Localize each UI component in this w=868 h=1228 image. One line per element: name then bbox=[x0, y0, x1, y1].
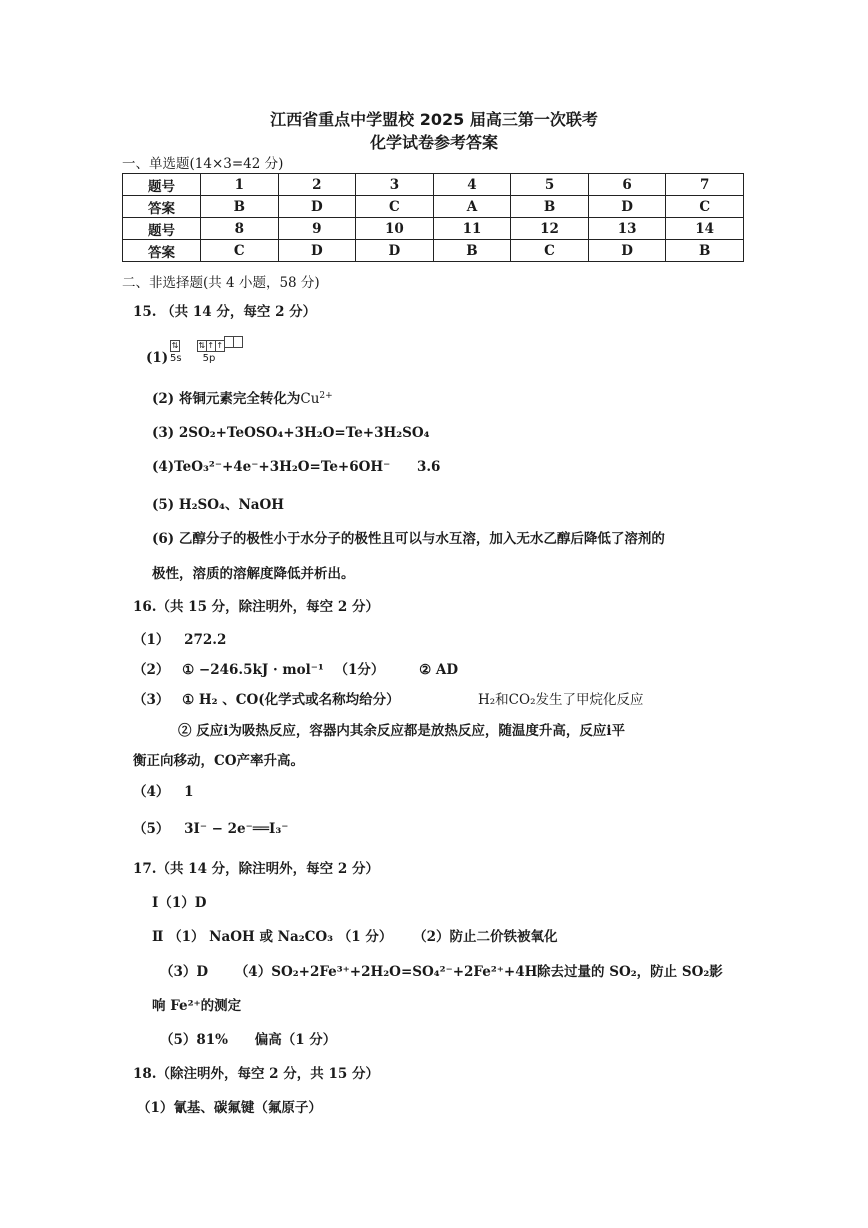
table-row bbox=[123, 196, 744, 218]
table-cell: 11 bbox=[433, 218, 511, 240]
table-cell: B bbox=[511, 196, 589, 218]
q16-part3-reason: H₂和CO₂发生了甲烷化反应 bbox=[478, 692, 644, 708]
table-cell: 8 bbox=[201, 218, 279, 240]
table-row bbox=[123, 240, 744, 262]
q15-part2: (2) 将铜元素完全转化为$Cu^{2+}$ bbox=[152, 391, 333, 407]
table-cell: 6 bbox=[588, 174, 666, 196]
section-heading-non-choice: 二、非选择题(共 4 小题，58 分) bbox=[122, 275, 320, 291]
table-cell: B bbox=[433, 240, 511, 262]
table-cell: D bbox=[278, 196, 356, 218]
q16-part4: （4） 1 bbox=[133, 784, 194, 800]
table-cell: 12 bbox=[511, 218, 589, 240]
table-cell: 1 bbox=[201, 174, 279, 196]
q17-part1: Ⅰ（1）D bbox=[152, 895, 207, 911]
table-row-header: 题号 bbox=[123, 218, 201, 240]
q17-part5: （5）81% 偏高（1 分） bbox=[160, 1032, 337, 1048]
q17-part4-reason-cont: 响 Fe²⁺的测定 bbox=[152, 998, 242, 1014]
table-cell: C bbox=[666, 196, 744, 218]
table-row-header: 答案 bbox=[123, 196, 201, 218]
table-row-header: 题号 bbox=[123, 174, 201, 196]
table-row bbox=[123, 218, 744, 240]
q16-part3: （3） ① H₂ 、CO(化学式或名称均给分） bbox=[133, 692, 400, 708]
q16-part3-explanation-line2: 衡正向移动，CO产率升高。 bbox=[133, 753, 305, 769]
table-cell: 7 bbox=[666, 174, 744, 196]
q16-part2: （2） ① −246.5kJ · mol⁻¹ （1分） ② AD bbox=[133, 662, 459, 678]
q15-part4: (4)TeO₃²⁻+4e⁻+3H₂O=Te+6OH⁻ 3.6 bbox=[152, 459, 441, 475]
table-row-header: 答案 bbox=[123, 240, 201, 262]
q16-part3-explanation-line1: ② 反应i为吸热反应，容器内其余反应都是放热反应，随温度升高，反应i平 bbox=[178, 723, 625, 739]
table-cell: 13 bbox=[588, 218, 666, 240]
q15-heading: 15. （共 14 分，每空 2 分） bbox=[133, 304, 317, 320]
table-cell: B bbox=[201, 196, 279, 218]
q17-heading: 17.（共 14 分，除注明外，每空 2 分） bbox=[133, 861, 379, 877]
table-cell: 4 bbox=[433, 174, 511, 196]
table-cell: 9 bbox=[278, 218, 356, 240]
table-row bbox=[123, 174, 744, 196]
table-cell: 2 bbox=[278, 174, 356, 196]
q17-part4-reason: 除去过量的 SO₂，防止 SO₂影 bbox=[537, 964, 723, 980]
document-title: 江西省重点中学盟校 2025 届高三第一次联考 bbox=[270, 110, 598, 129]
table-cell: 10 bbox=[356, 218, 434, 240]
q15-part5: (5) H₂SO₄、NaOH bbox=[152, 497, 285, 513]
table-cell: 5 bbox=[511, 174, 589, 196]
table-cell: D bbox=[588, 196, 666, 218]
q18-heading: 18.（除注明外，每空 2 分，共 15 分） bbox=[133, 1066, 379, 1082]
q17-part2: Ⅱ （1） NaOH 或 Na₂CO₃ （1 分） （2）防止二价铁被氧化 bbox=[152, 929, 558, 945]
table-cell: C bbox=[511, 240, 589, 262]
orbital-5p: ⇅ ↑ ↑ 5p bbox=[197, 333, 242, 364]
table-cell: C bbox=[356, 196, 434, 218]
table-cell: D bbox=[356, 240, 434, 262]
document-subtitle: 化学试卷参考答案 bbox=[369, 133, 498, 152]
q16-part5: （5） 3I⁻ − 2e⁻══I₃⁻ bbox=[133, 821, 289, 837]
table-cell: 14 bbox=[666, 218, 744, 240]
table-cell: 3 bbox=[356, 174, 434, 196]
q15-part3: (3) 2SO₂+TeOSO₄+3H₂O=Te+3H₂SO₄ bbox=[152, 425, 430, 441]
table-cell: D bbox=[588, 240, 666, 262]
section-heading-single-choice: 一、单选题(14×3=42 分) bbox=[122, 156, 284, 172]
table-cell: C bbox=[201, 240, 279, 262]
table-cell: B bbox=[666, 240, 744, 262]
q16-heading: 16.（共 15 分，除注明外，每空 2 分） bbox=[133, 599, 379, 615]
q16-part1: （1） 272.2 bbox=[133, 632, 227, 648]
q15-part1-label: (1) bbox=[146, 350, 169, 366]
orbital-diagram bbox=[170, 333, 242, 364]
q18-part1: （1）氰基、碳氟键（氟原子） bbox=[137, 1100, 322, 1116]
table-cell: D bbox=[278, 240, 356, 262]
q15-part6-line2: 极性，溶质的溶解度降低并析出。 bbox=[152, 566, 355, 582]
answer-table bbox=[122, 173, 744, 262]
orbital-5s: ⇅ 5s bbox=[170, 341, 182, 364]
q15-part6-line1: (6) 乙醇分子的极性小于水分子的极性且可以与水互溶，加入无水乙醇后降低了溶剂的 bbox=[152, 531, 665, 547]
table-cell: A bbox=[433, 196, 511, 218]
q17-part3-4: （3）D （4）SO₂+2Fe³⁺+2H₂O=SO₄²⁻+2Fe²⁺+4H⁺ bbox=[160, 964, 545, 980]
